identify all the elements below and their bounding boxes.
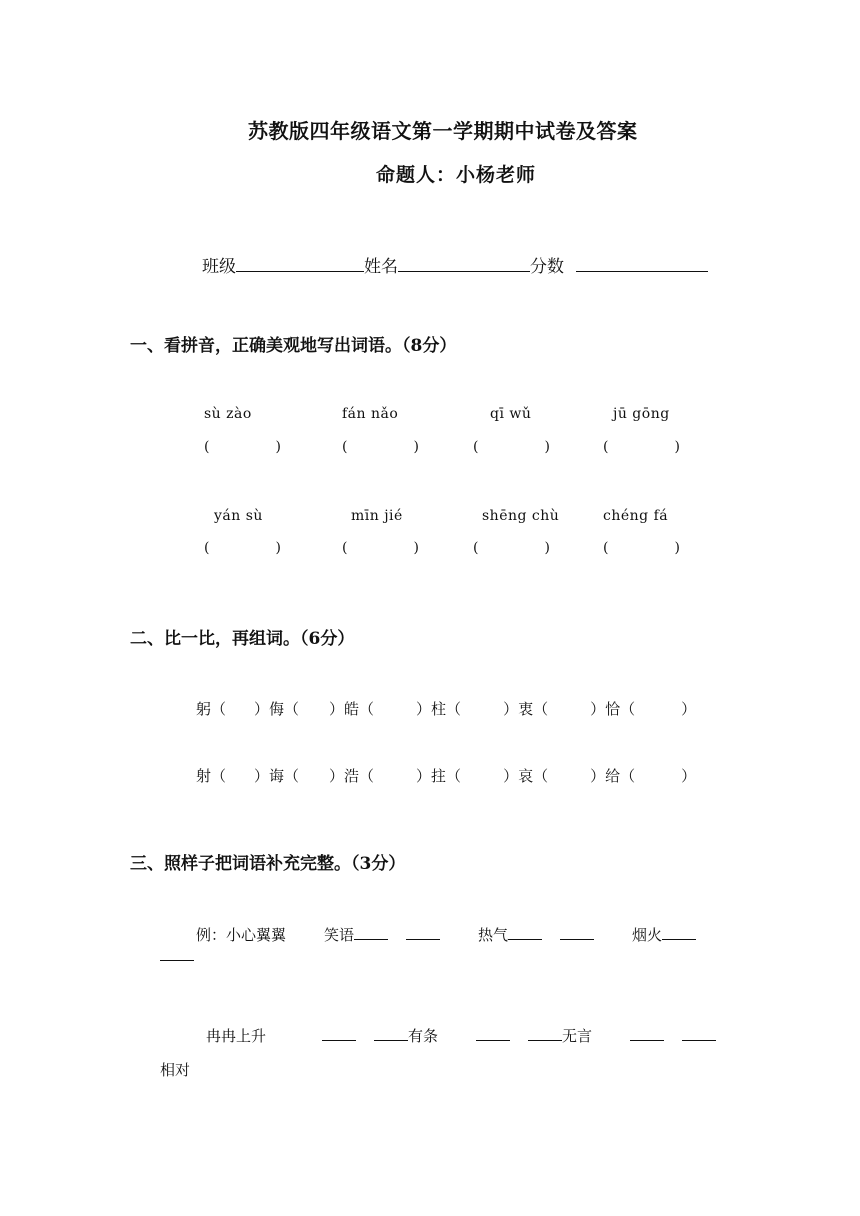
class-label: 班级 bbox=[202, 257, 236, 277]
fill-blank[interactable] bbox=[354, 925, 388, 940]
example-word: 例：小心翼翼 bbox=[196, 926, 287, 944]
answer-paren-3[interactable]: ( ) bbox=[473, 439, 550, 455]
answer-paren-7[interactable]: ( ) bbox=[473, 540, 550, 556]
fill-blank[interactable] bbox=[528, 1026, 562, 1041]
word-6: 无言 bbox=[562, 1027, 593, 1045]
answer-paren-4[interactable]: ( ) bbox=[603, 439, 680, 455]
fill-blank[interactable] bbox=[160, 960, 194, 961]
section2-heading: 二、比一比，再组词。（6分） bbox=[130, 629, 355, 649]
score-label: 分数 bbox=[530, 257, 564, 277]
word-3: 烟火 bbox=[632, 926, 663, 944]
compare-item: ）诲（ bbox=[254, 767, 300, 785]
pinyin-2: fán nǎo bbox=[342, 406, 399, 422]
answer-paren-1[interactable]: ( ) bbox=[204, 439, 281, 455]
compare-item: ）给（ bbox=[590, 767, 636, 785]
class-blank[interactable] bbox=[236, 253, 364, 272]
student-info-line bbox=[202, 252, 708, 277]
fill-blank[interactable] bbox=[322, 1026, 356, 1041]
pinyin-5: yán sù bbox=[214, 508, 263, 524]
pinyin-8: chéng fá bbox=[603, 508, 669, 524]
word-2: 热气 bbox=[478, 926, 509, 944]
fill-blank[interactable] bbox=[476, 1026, 510, 1041]
name-blank[interactable] bbox=[398, 253, 530, 272]
compare-item: ） bbox=[681, 767, 697, 785]
answer-paren-8[interactable]: ( ) bbox=[603, 540, 680, 556]
score-blank[interactable] bbox=[576, 253, 708, 272]
name-label: 姓名 bbox=[364, 257, 398, 277]
compare-item: ）皓（ bbox=[329, 700, 375, 718]
compare-item: ）拄（ bbox=[416, 767, 462, 785]
compare-item: ） bbox=[681, 700, 697, 718]
answer-paren-2[interactable]: ( ) bbox=[342, 439, 419, 455]
fill-blank[interactable] bbox=[682, 1026, 716, 1041]
fill-blank[interactable] bbox=[374, 1026, 408, 1041]
compare-item: 躬（ bbox=[196, 700, 227, 718]
compare-item: ）侮（ bbox=[254, 700, 300, 718]
pinyin-1: sù zào bbox=[204, 406, 252, 422]
page-title: 苏教版四年级语文第一学期期中试卷及答案 bbox=[248, 119, 638, 143]
answer-paren-5[interactable]: ( ) bbox=[204, 540, 281, 556]
fill-blank[interactable] bbox=[560, 925, 594, 940]
pinyin-6: mīn jié bbox=[351, 508, 403, 524]
compare-item: 射（ bbox=[196, 767, 227, 785]
author-line: 命题人：小杨老师 bbox=[376, 164, 537, 186]
compare-item: ）衷（ bbox=[503, 700, 549, 718]
pinyin-4: jū gōng bbox=[613, 406, 670, 422]
compare-item: ）柱（ bbox=[416, 700, 462, 718]
compare-item: ）浩（ bbox=[329, 767, 375, 785]
fill-blank[interactable] bbox=[508, 925, 542, 940]
pinyin-3: qī wǔ bbox=[490, 406, 532, 422]
compare-row-1 bbox=[196, 698, 696, 719]
example-row bbox=[196, 924, 696, 945]
word-7: 相对 bbox=[160, 1061, 191, 1079]
answer-paren-6[interactable]: ( ) bbox=[342, 540, 419, 556]
word-4: 冉冉上升 bbox=[206, 1027, 267, 1045]
fill-row-2 bbox=[206, 1025, 716, 1046]
fill-blank[interactable] bbox=[406, 925, 440, 940]
section3-heading: 三、照样子把词语补充完整。（3分） bbox=[130, 854, 406, 874]
section1-heading: 一、看拼音，正确美观地写出词语。（8分） bbox=[130, 336, 457, 356]
compare-item: ）哀（ bbox=[503, 767, 549, 785]
compare-item: ）恰（ bbox=[590, 700, 636, 718]
word-5: 有条 bbox=[408, 1027, 439, 1045]
pinyin-7: shēng chù bbox=[482, 508, 560, 524]
fill-blank[interactable] bbox=[630, 1026, 664, 1041]
fill-blank[interactable] bbox=[662, 925, 696, 940]
word-1: 笑语 bbox=[324, 926, 355, 944]
compare-row-2 bbox=[196, 765, 696, 786]
